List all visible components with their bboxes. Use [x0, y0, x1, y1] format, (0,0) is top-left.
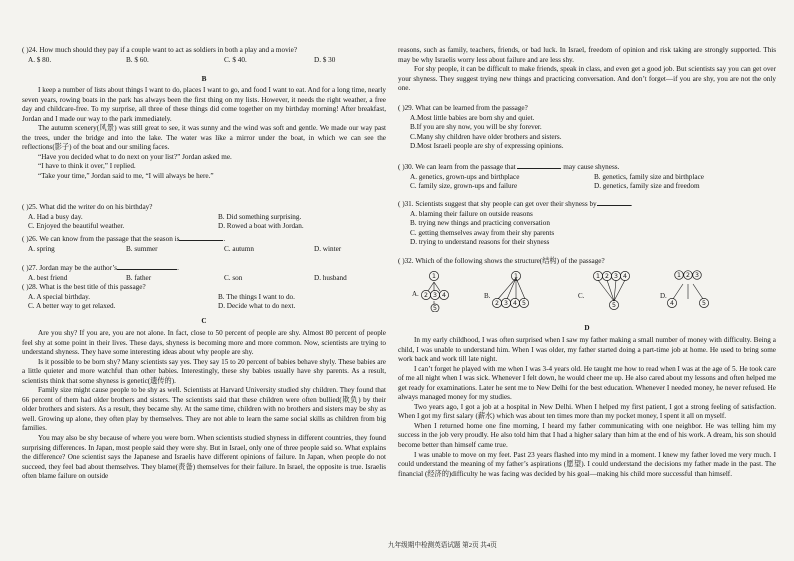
question-29 [398, 104, 776, 152]
node-4: 4 [442, 291, 446, 299]
paragraph: For shy people, it can be difficult to make friends, speak in class, and even get a good job. But scientists say you can get over your shyness. They suggest trying new things and practicing conversation. And don’t forget—if you are shy, you are not the only one. [398, 65, 776, 93]
node-3: 3 [433, 291, 437, 299]
node-3: 3 [504, 299, 508, 307]
paragraph: The autumn scenery(风景) was still great to see, it was sunny and the wind was soft and gentle. We made our way past the trees, under the bridge and into the lake. The water was like a mirror under the boat, in which we can see the reflections(影子) of the boat and our smiling faces. [22, 124, 386, 152]
diagram-option-c[interactable] [578, 271, 630, 309]
node-2: 2 [605, 272, 609, 280]
option-c: C. getting themselves away from their shy parents [410, 228, 555, 237]
question-text: How much should they pay if a couple want to act as soldiers in both a play and a movie? [39, 46, 298, 54]
node-5: 5 [433, 304, 437, 312]
option-c: C. Enjoyed the beautiful weather. [28, 222, 125, 231]
passage-c [22, 329, 386, 482]
question-text: What can be learned from the passage? [415, 104, 528, 112]
paragraph: In my early childhood, I was often surprised when I saw my father making a small number of money with difficulty. Being a child, I was unable to understand him. When I was older, my father started doing a part-time job at home. He used to bring some work back and work till late night. [398, 336, 776, 364]
section-c-heading: C [201, 317, 207, 325]
answer-blank[interactable] [597, 199, 631, 206]
option-a: A. $ 80. [28, 55, 52, 64]
node-3: 3 [695, 271, 699, 279]
option-b: B. trying new things and practicing conversation [410, 219, 550, 228]
option-c: C. A better way to get relaxed. [28, 302, 116, 311]
answer-bracket[interactable]: ( )26. [22, 235, 38, 243]
question-27 [22, 263, 386, 283]
diagram-option-a[interactable] [412, 271, 449, 312]
paragraph: Two years ago, I got a job at a hospital in New Delhi. When I helped my first patient, I got a strong feeling of satisfaction. When I got my first salary (薪水) which was about ten times more than my pocket money, I spent it all on myself. [398, 402, 776, 421]
node-1: 1 [596, 272, 600, 280]
question-text: We can learn from the passage that [415, 163, 516, 171]
node-5: 5 [702, 299, 706, 307]
option-a: A. spring [28, 244, 55, 253]
node-1: 1 [432, 272, 436, 280]
question-26 [22, 234, 386, 254]
option-d-label: D. [660, 292, 667, 300]
answer-blank[interactable] [179, 234, 226, 243]
answer-blank[interactable] [117, 263, 177, 270]
option-b: B. $ 60. [126, 55, 149, 64]
question-30 [398, 162, 776, 192]
question-text: Jordan may be the author’s [39, 264, 118, 272]
paragraph: Family size might cause people to be shy as well. Scientists at Harvard University studied shy children. They found that 66 percent of them had older brothers and sisters. The scientists said that these children were often bullied(欺负) by their older brothers and sisters. As a result, they became shy. At the same time, children with no brothers and sisters may be shy as well. Growing up alone, they often play by themselves. They are not able to learn the same social skills as children from big families. [22, 386, 386, 433]
section-d-heading: D [584, 324, 590, 332]
passage-b [22, 86, 386, 181]
answer-blank[interactable] [517, 162, 561, 169]
option-d: D.Most Israeli people are shy of expressing opinions. [410, 142, 564, 151]
question-end: . [223, 235, 226, 243]
question-end: . [630, 200, 633, 208]
option-a-label: A. [412, 290, 419, 298]
answer-bracket[interactable]: ( )32. [398, 257, 414, 265]
option-d: D. husband [314, 273, 347, 282]
node-4: 4 [623, 272, 627, 280]
option-c-label: C. [578, 292, 585, 300]
question-25 [22, 203, 386, 232]
option-d: D. Decide what to do next. [218, 302, 296, 311]
answer-bracket[interactable]: ( )31. [398, 200, 414, 208]
option-b: B. The things I want to do. [218, 292, 295, 301]
question-text: Which of the following shows the structure(结构) of the passage? [415, 257, 605, 265]
paragraph: When I returned home one fine morning, I heard my father communicating with one neighbor. He was telling him my success in the job very proudly. He also told him that I had a higher salary than him at the end of his work. A dream, his son should become better than himself came true. [398, 421, 776, 450]
question-end: . [177, 264, 179, 272]
node-2: 2 [424, 291, 428, 299]
option-b: B. summer [126, 244, 158, 253]
node-2: 2 [686, 271, 690, 279]
option-a: A. genetics, grown-ups and birthplace [410, 172, 520, 181]
page-footer: 九年级期中检测英语试题 第2页 共4页 [388, 542, 497, 549]
paragraph: “I have to think it over,” I replied. [38, 162, 136, 171]
option-c: C. son [224, 273, 243, 282]
question-text: Scientists suggest that shy people can get over their shyness by [415, 200, 597, 208]
option-c: C. family size, grown-ups and failure [410, 182, 518, 191]
option-d: D. genetics, family size and freedom [594, 182, 700, 191]
diagram-option-d[interactable] [660, 271, 709, 308]
paragraph: I keep a number of lists about things I want to do, places I want to go, and food I want to eat. And for a long time, nearly seven years, rowing boats in the park has always been the first thing on my lists. However, it needs the right weather, a free day and childcare-free. To my surprise, all three of these things did come together on my birthday morning! After breakfast, Jordan and I made our way to the park immediately. [22, 86, 386, 123]
paragraph: “Have you decided what to do next on your list?” Jordan asked me. [38, 152, 232, 161]
passage-d [398, 336, 776, 479]
answer-bracket[interactable]: ( )25. [22, 203, 38, 211]
paragraph: Is it possible to be born shy? Many scientists say yes. They say 15 to 20 percent of babies behave shyly. These babies are a little quieter and more watchful than other babies. Interestingly, these shy babies usually have shy parents. As a result, scientists think that some shyness is genetic(遗传的). [22, 357, 386, 385]
option-b: B. Did something surprising. [218, 212, 302, 221]
question-32 [398, 257, 776, 267]
node-2: 2 [495, 299, 499, 307]
passage-c-continued [398, 46, 776, 94]
option-d: D. Rowed a boat with Jordan. [218, 222, 304, 231]
node-1: 1 [514, 272, 518, 280]
structure-diagrams [398, 268, 776, 312]
paragraph: I can’t forget he played with me when I was 3-4 years old. He taught me how to read when I was at the age of 5. He took care of me all night when I was sick. Whenever I felt down, he would cheer me up. He also cared about my lessons and often helped me get ready for examinations. Later he sent me to New Delhi for the best education. Whenever I needed money, he never refused. He always managed money for my studies. [398, 364, 776, 402]
option-a: A. blaming their failure on outside reasons [410, 209, 533, 218]
option-b: B. genetics, family size and birthplace [594, 172, 704, 181]
option-d: D. trying to understand reasons for their shyness [410, 238, 550, 247]
question-end: may cause shyness. [563, 163, 620, 171]
option-b-label: B. [484, 292, 491, 300]
option-b: B.If you are shy now, you will be shy forever. [410, 123, 542, 132]
paragraph: Are you shy? If you are, you are not alone. In fact, close to 50 percent of people are shy. Almost 80 percent of people feel shy at some point in their lives. These days, shyness is becoming more and more common. Now, scientists are trying to understand shyness. They have some interesting ideas about why people are shy. [22, 329, 386, 357]
node-1: 1 [677, 271, 681, 279]
answer-bracket[interactable]: ( )24. [22, 46, 38, 54]
node-4: 4 [670, 299, 674, 307]
section-b-heading: B [201, 75, 207, 83]
paragraph: reasons, such as family, teachers, friends, or bad luck. In Israel, freedom of opinion and risk taking are strongly supported. This may be why Israelis worry less about failure and are less shy. [398, 46, 776, 64]
paragraph: I was unable to move on my feet. Past 23 years flashed into my mind in a moment. I knew my father loved me very much. I could understand the meaning of my father’s aspirations (愿望). I could understand the decisions my father made in the past. The financial (经济的)difficulty he was facing was decided by his goal—making his child more successful than himself. [398, 450, 776, 478]
question-text: What did the writer do on his birthday? [39, 203, 153, 211]
node-4: 4 [513, 299, 517, 307]
answer-bracket[interactable]: ( )30. [398, 163, 414, 171]
paragraph: “Take your time,” Jordan said to me, “I will always be here.” [38, 171, 214, 180]
question-31 [398, 199, 776, 248]
question-28 [22, 283, 386, 312]
question-text: What is the best title of this passage? [39, 283, 146, 291]
node-5: 5 [522, 299, 526, 307]
answer-bracket[interactable]: ( )28. [22, 283, 38, 291]
answer-bracket[interactable]: ( )27. [22, 264, 38, 272]
node-5: 5 [612, 301, 616, 309]
option-c: C.Many shy children have older brothers and sisters. [410, 132, 562, 141]
diagram-option-b[interactable] [484, 271, 529, 307]
option-c: C. autumn [224, 244, 254, 253]
node-3: 3 [614, 272, 618, 280]
option-b: B. father [126, 273, 152, 282]
option-d: D. $ 30 [314, 55, 336, 64]
option-d: D. winter [314, 244, 342, 253]
option-a: A.Most little babies are born shy and quiet. [410, 113, 535, 122]
option-a: A. A special birthday. [28, 292, 91, 301]
question-text: We can know from the passage that the season is [39, 235, 180, 243]
option-a: A. Had a busy day. [28, 212, 83, 221]
question-24 [22, 46, 386, 65]
option-a: A. best friend [28, 273, 68, 282]
paragraph: You may also be shy because of where you were born. When scientists studied shyness in different countries, they found surprising differences. In Japan, most people said they were shy. But in Israel, only one of three people said so. What explains the difference? One scientist says the Japanese and Israelis have different opinions of failure. In Japan, when people do not succeed, they feel bad about themselves. They blame(责备) themselves for their failure. In Israel, the opposite is true. Israelis often blame failure on outside [22, 434, 386, 481]
answer-bracket[interactable]: ( )29. [398, 104, 414, 112]
option-c: C. $ 40. [224, 55, 247, 64]
